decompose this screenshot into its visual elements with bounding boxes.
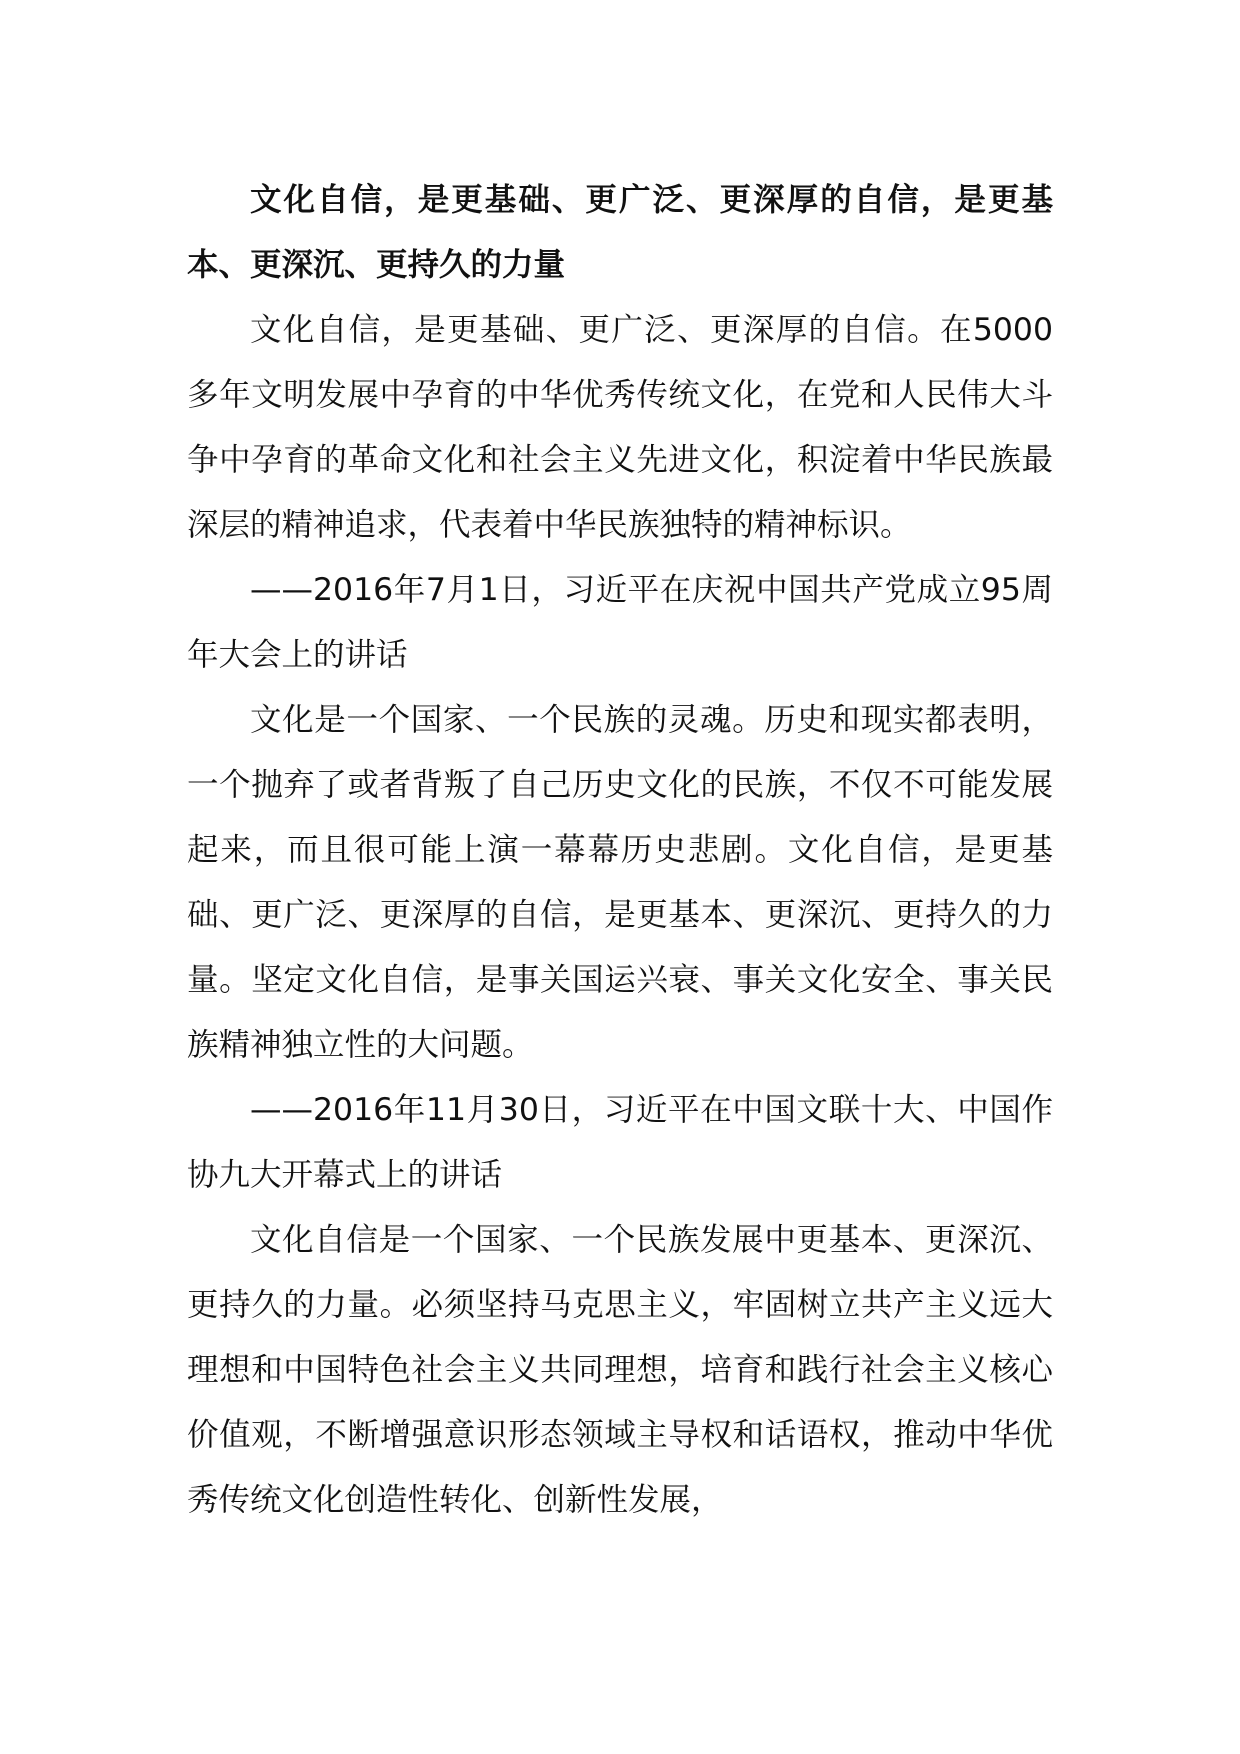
document-page	[187, 168, 1053, 1533]
quote-attribution: ——2016年7月1日，习近平在庆祝中国共产党成立95周年大会上的讲话	[187, 572, 1053, 673]
quote-attribution: ——2016年11月30日，习近平在中国文联十大、中国作协九大开幕式上的讲话	[187, 1092, 1053, 1193]
body-paragraph: 文化自信是一个国家、一个民族发展中更基本、更深沉、更持久的力量。必须坚持马克思主义，牢固树立共产主义远大理想和中国特色社会主义共同理想，培育和践行社会主义核心价值观，不断增强意识形态领域主导权和话语权，推动中华优秀传统文化创造性转化、创新性发展，	[187, 1222, 1053, 1518]
body-paragraph: 文化是一个国家、一个民族的灵魂。历史和现实都表明，一个抛弃了或者背叛了自己历史文化的民族，不仅不可能发展起来，而且很可能上演一幕幕历史悲剧。文化自信，是更基础、更广泛、更深厚的自信，是更基本、更深沉、更持久的力量。坚定文化自信，是事关国运兴衰、事关文化安全、事关民族精神独立性的大问题。	[187, 702, 1053, 1063]
section-heading: 文化自信，是更基础、更广泛、更深厚的自信，是更基本、更深沉、更持久的力量	[187, 182, 1053, 283]
body-paragraph: 文化自信，是更基础、更广泛、更深厚的自信。在5000多年文明发展中孕育的中华优秀传统文化，在党和人民伟大斗争中孕育的革命文化和社会主义先进文化，积淀着中华民族最深层的精神追求，代表着中华民族独特的精神标识。	[187, 312, 1053, 543]
